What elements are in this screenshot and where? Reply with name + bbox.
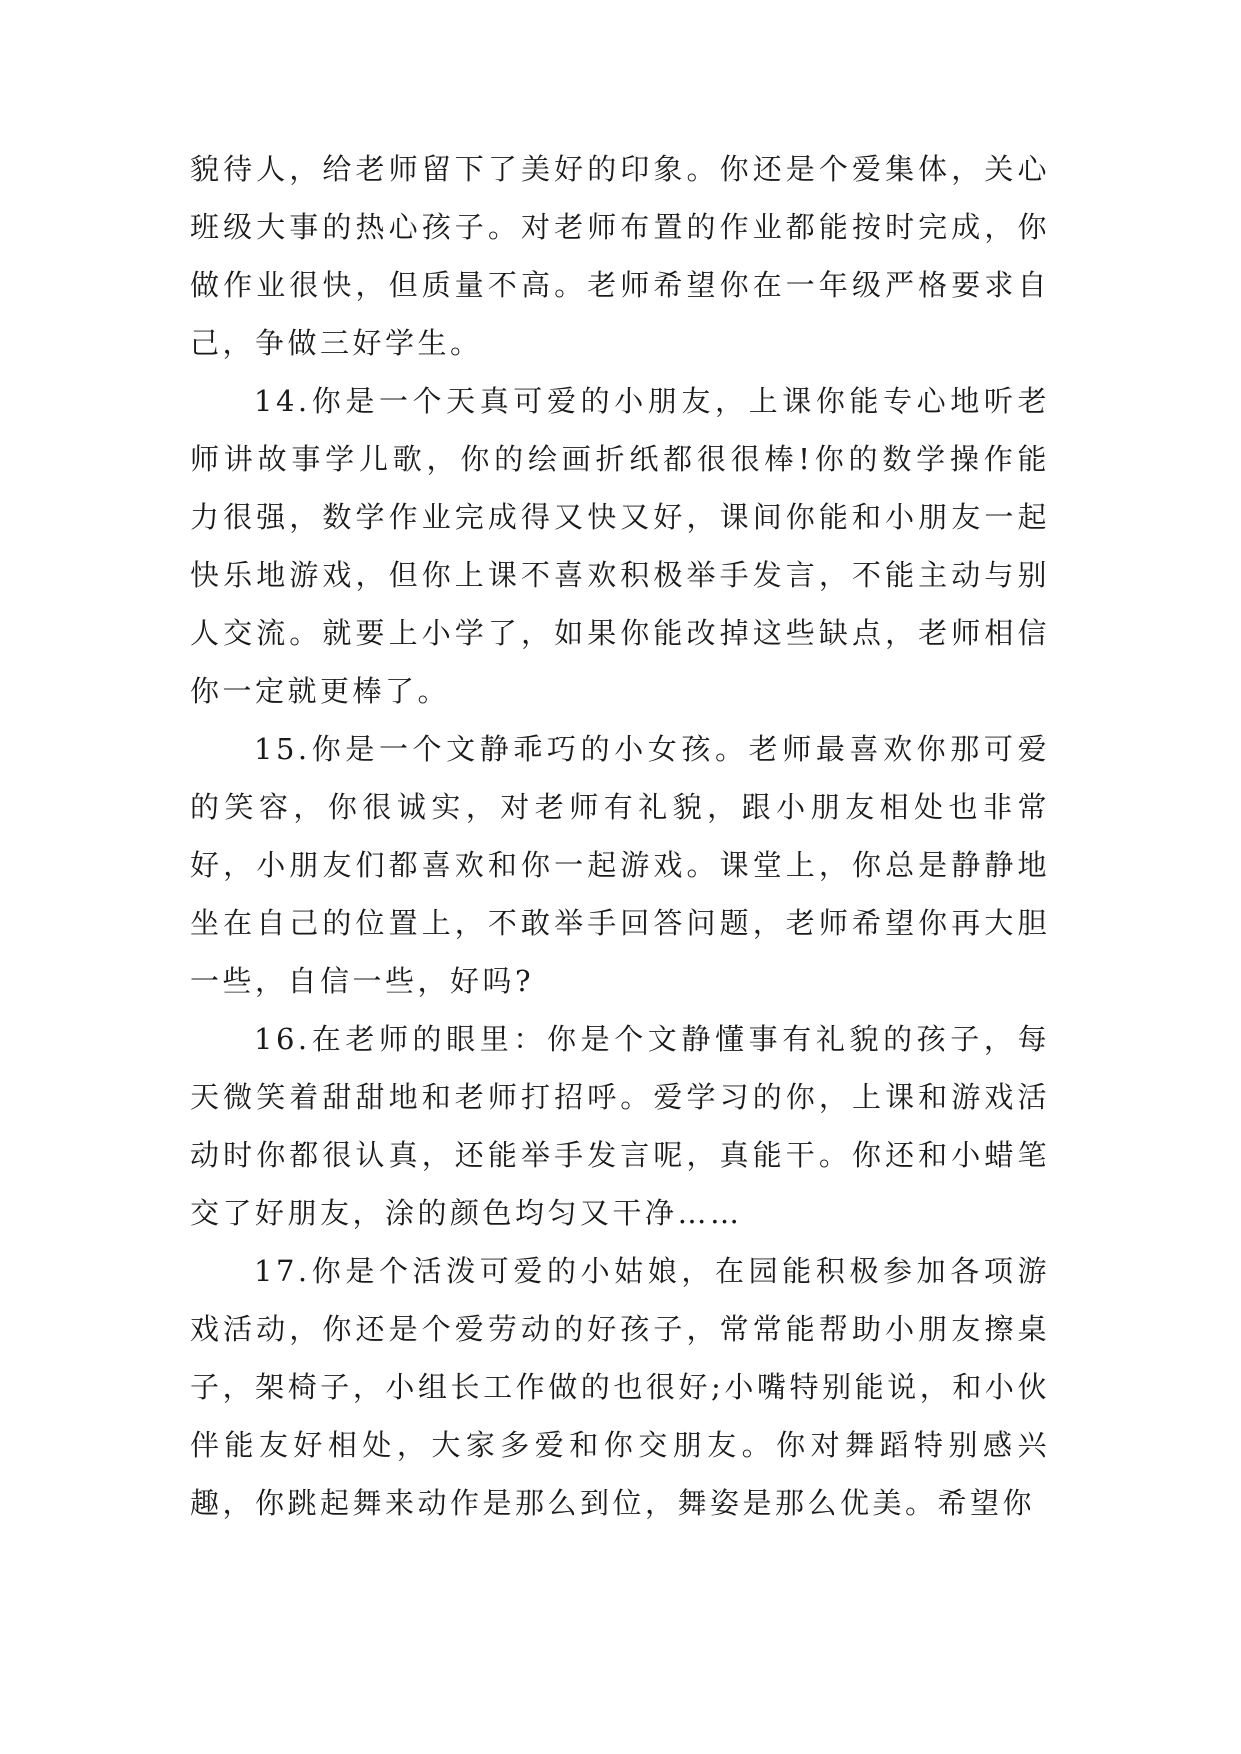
document-body	[190, 140, 1050, 1532]
paragraph-15: 15.你是一个文静乖巧的小女孩。老师最喜欢你那可爱的笑容，你很诚实，对老师有礼貌，跟小朋友相处也非常好，小朋友们都喜欢和你一起游戏。课堂上，你总是静静地坐在自己的位置上，不敢举手回答问题，老师希望你再大胆一些，自信一些，好吗?	[190, 732, 1050, 998]
paragraph-17: 17.你是个活泼可爱的小姑娘，在园能积极参加各项游戏活动，你还是个爱劳动的好孩子，常常能帮助小朋友擦桌子，架椅子，小组长工作做的也很好;小嘴特别能说，和小伙伴能友好相处，大家多爱和你交朋友。你对舞蹈特别感兴趣，你跳起舞来动作是那么到位，舞姿是那么优美。希望你	[190, 1254, 1050, 1520]
paragraph-16: 16.在老师的眼里：你是个文静懂事有礼貌的孩子，每天微笑着甜甜地和老师打招呼。爱学习的你，上课和游戏活动时你都很认真，还能举手发言呢，真能干。你还和小蜡笔交了好朋友，涂的颜色均匀又干净……	[190, 1022, 1050, 1230]
paragraph-14: 14.你是一个天真可爱的小朋友，上课你能专心地听老师讲故事学儿歌，你的绘画折纸都很很棒!你的数学操作能力很强，数学作业完成得又快又好，课间你能和小朋友一起快乐地游戏，但你上课不喜欢积极举手发言，不能主动与别人交流。就要上小学了，如果你能改掉这些缺点，老师相信你一定就更棒了。	[190, 384, 1050, 708]
paragraph-13-continued: 貌待人，给老师留下了美好的印象。你还是个爱集体，关心班级大事的热心孩子。对老师布置的作业都能按时完成，你做作业很快，但质量不高。老师希望你在一年级严格要求自己，争做三好学生。	[190, 152, 1050, 360]
